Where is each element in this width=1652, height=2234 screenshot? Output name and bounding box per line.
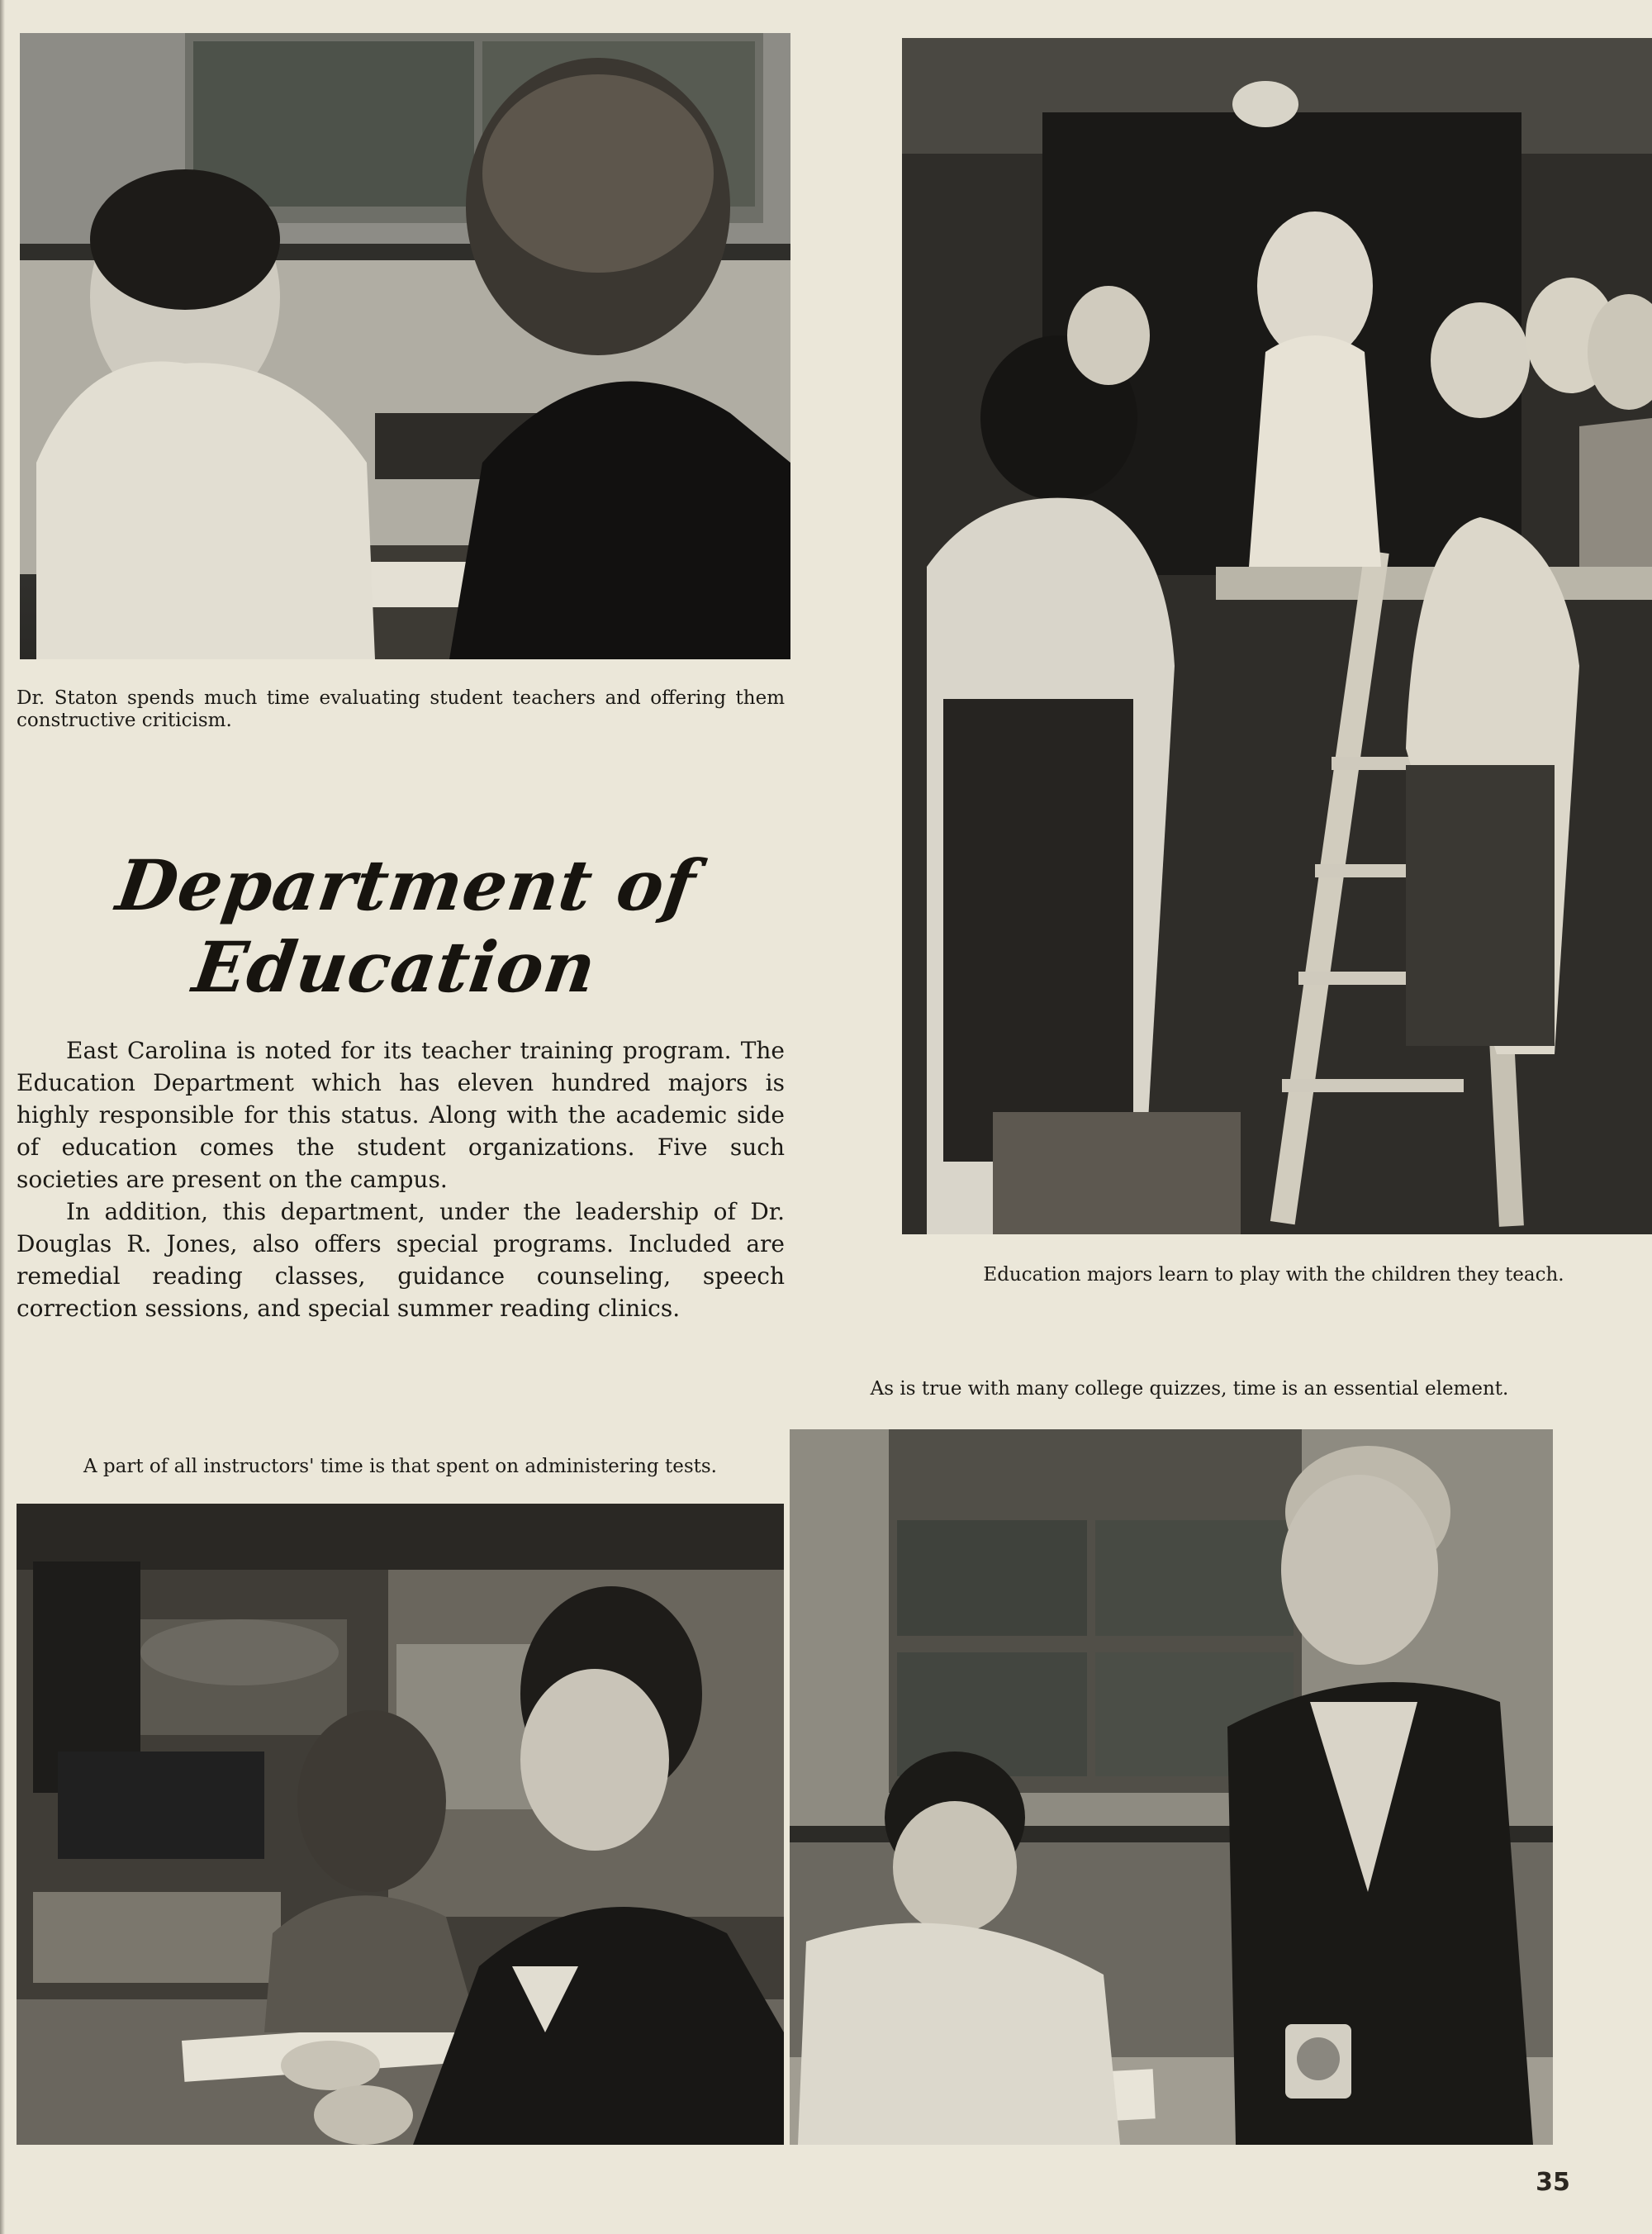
page-title: Department of Education	[112, 844, 701, 1008]
photo-education-majors-children	[902, 38, 1652, 1234]
caption-children: Education majors learn to play with the children they teach.	[983, 1264, 1564, 1286]
caption-tests: A part of all instructors' time is that spent on administering tests.	[83, 1456, 717, 1477]
page-number: 35	[1536, 2168, 1570, 2197]
photo-administering-tests	[17, 1504, 784, 2145]
caption-quiz: As is true with many college quizzes, time is an essential element.	[870, 1378, 1509, 1400]
body-paragraph-1: East Carolina is noted for its teacher training program. The Education Department which has eleven hundred majors is highly responsible for this status. Along with the academic side of education comes the student organizations. Five such societies are present on the campus.	[17, 1037, 785, 1193]
caption-staton: Dr. Staton spends much time evaluating student teachers and offering them constructive criticism.	[17, 687, 785, 731]
binding-edge	[0, 0, 5, 2234]
photo-staton-student-teacher	[20, 33, 790, 659]
photo-quiz-timer	[790, 1429, 1553, 2145]
body-paragraph-2: In addition, this department, under the leadership of Dr. Douglas R. Jones, also offers special programs. Included are remedial reading classes, guidance counseling, speech correction sessions, and special summer reading clinics.	[17, 1198, 785, 1322]
